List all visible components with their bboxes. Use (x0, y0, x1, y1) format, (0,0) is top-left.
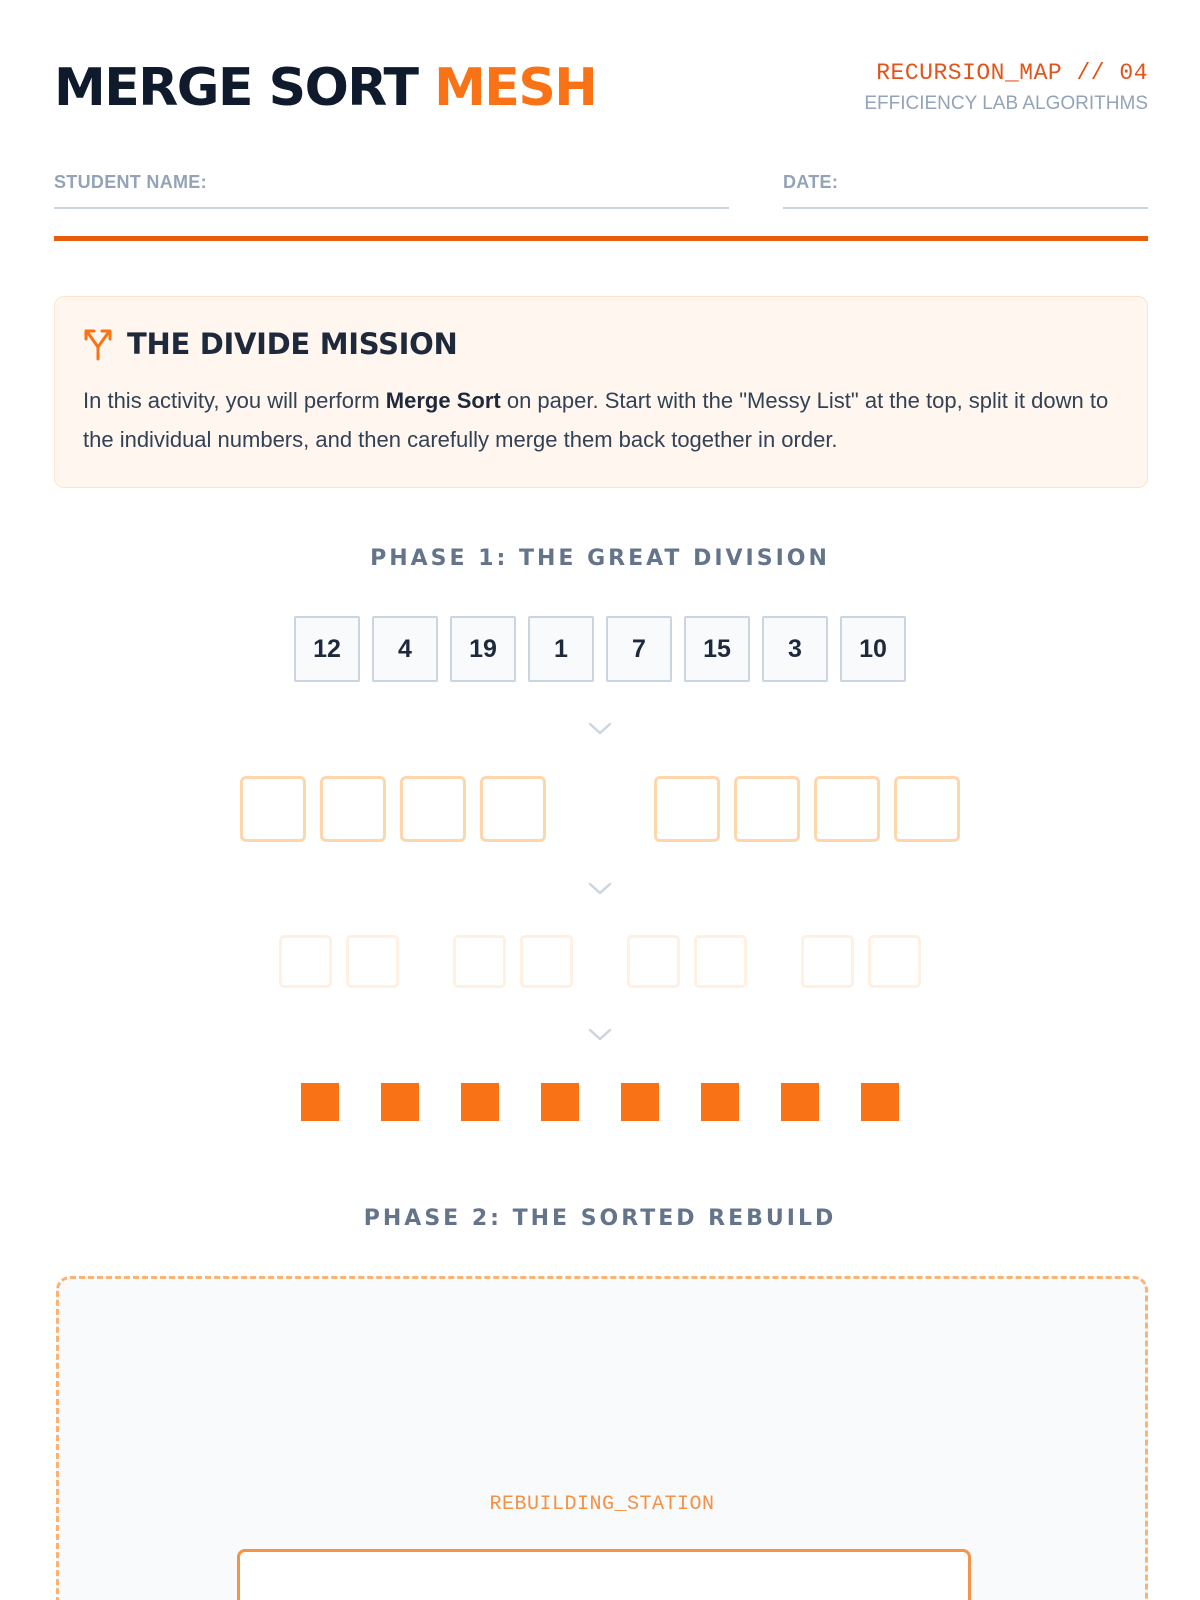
messy-list-cell: 10 (840, 616, 906, 682)
mission-header (83, 327, 1119, 361)
pair-group (453, 935, 573, 988)
messy-list-cell: 7 (606, 616, 672, 682)
answer-slot[interactable] (346, 935, 399, 988)
worksheet-code: RECURSION_MAP // 04 (876, 60, 1148, 86)
messy-list-cell: 4 (372, 616, 438, 682)
pair-group (627, 935, 747, 988)
messy-list-cell: 1 (528, 616, 594, 682)
answer-slot[interactable] (654, 776, 720, 842)
phase2-title: PHASE 2: THE SORTED REBUILD (363, 1206, 837, 1231)
merge-answer-box[interactable] (237, 1549, 971, 1600)
answer-slot[interactable] (320, 776, 386, 842)
answer-slot[interactable] (400, 776, 466, 842)
singles-row (0, 1083, 1200, 1121)
halves-row (0, 776, 1200, 842)
answer-slot[interactable] (520, 935, 573, 988)
answer-slot[interactable] (480, 776, 546, 842)
answer-slot[interactable] (279, 935, 332, 988)
title-accent: MESH (434, 58, 597, 118)
header-divider (54, 236, 1148, 241)
answer-slot[interactable] (627, 935, 680, 988)
answer-slot[interactable] (453, 935, 506, 988)
student-name-field[interactable] (54, 172, 729, 209)
right-half-group (654, 776, 960, 842)
mission-title: THE DIVIDE MISSION (127, 327, 458, 361)
single-element-marker (781, 1083, 819, 1121)
single-element-marker (621, 1083, 659, 1121)
answer-slot[interactable] (868, 935, 921, 988)
single-element-marker (301, 1083, 339, 1121)
header-meta (864, 58, 1148, 118)
page-title (54, 56, 596, 120)
date-label: DATE: (783, 172, 839, 192)
mission-emphasis: Merge Sort (385, 388, 501, 413)
messy-list-cell: 19 (450, 616, 516, 682)
messy-list-cell: 12 (294, 616, 360, 682)
phase1-title: PHASE 1: THE GREAT DIVISION (370, 546, 830, 571)
pair-group (801, 935, 921, 988)
mission-description: In this activity, you will perform Merge Sort on paper. Start with the "Messy List" at the top, split it down to the individual numbers, and then carefully merge them back together in order. (83, 388, 1109, 452)
date-field[interactable] (783, 172, 1148, 209)
messy-list-row (0, 616, 1200, 682)
answer-slot[interactable] (734, 776, 800, 842)
rebuilding-station (56, 1276, 1148, 1600)
mission-card (54, 296, 1148, 488)
answer-slot[interactable] (694, 935, 747, 988)
worksheet-subtitle: EFFICIENCY LAB ALGORITHMS (864, 93, 1148, 114)
answer-slot[interactable] (894, 776, 960, 842)
answer-slot[interactable] (240, 776, 306, 842)
pairs-row (0, 935, 1200, 988)
pair-group (279, 935, 399, 988)
single-element-marker (541, 1083, 579, 1121)
split-arrow-icon (83, 327, 113, 361)
single-element-marker (701, 1083, 739, 1121)
student-name-label: STUDENT NAME: (54, 172, 207, 192)
answer-slot[interactable] (801, 935, 854, 988)
title-main: MERGE SORT (54, 58, 418, 118)
chevron-down-icon (588, 722, 612, 736)
single-element-marker (381, 1083, 419, 1121)
chevron-down-icon (588, 1028, 612, 1042)
messy-list-cell: 3 (762, 616, 828, 682)
answer-slot[interactable] (814, 776, 880, 842)
single-element-marker (461, 1083, 499, 1121)
left-half-group (240, 776, 546, 842)
single-element-marker (861, 1083, 899, 1121)
station-label: REBUILDING_STATION (489, 1493, 715, 1516)
chevron-down-icon (588, 882, 612, 896)
messy-list-cell: 15 (684, 616, 750, 682)
